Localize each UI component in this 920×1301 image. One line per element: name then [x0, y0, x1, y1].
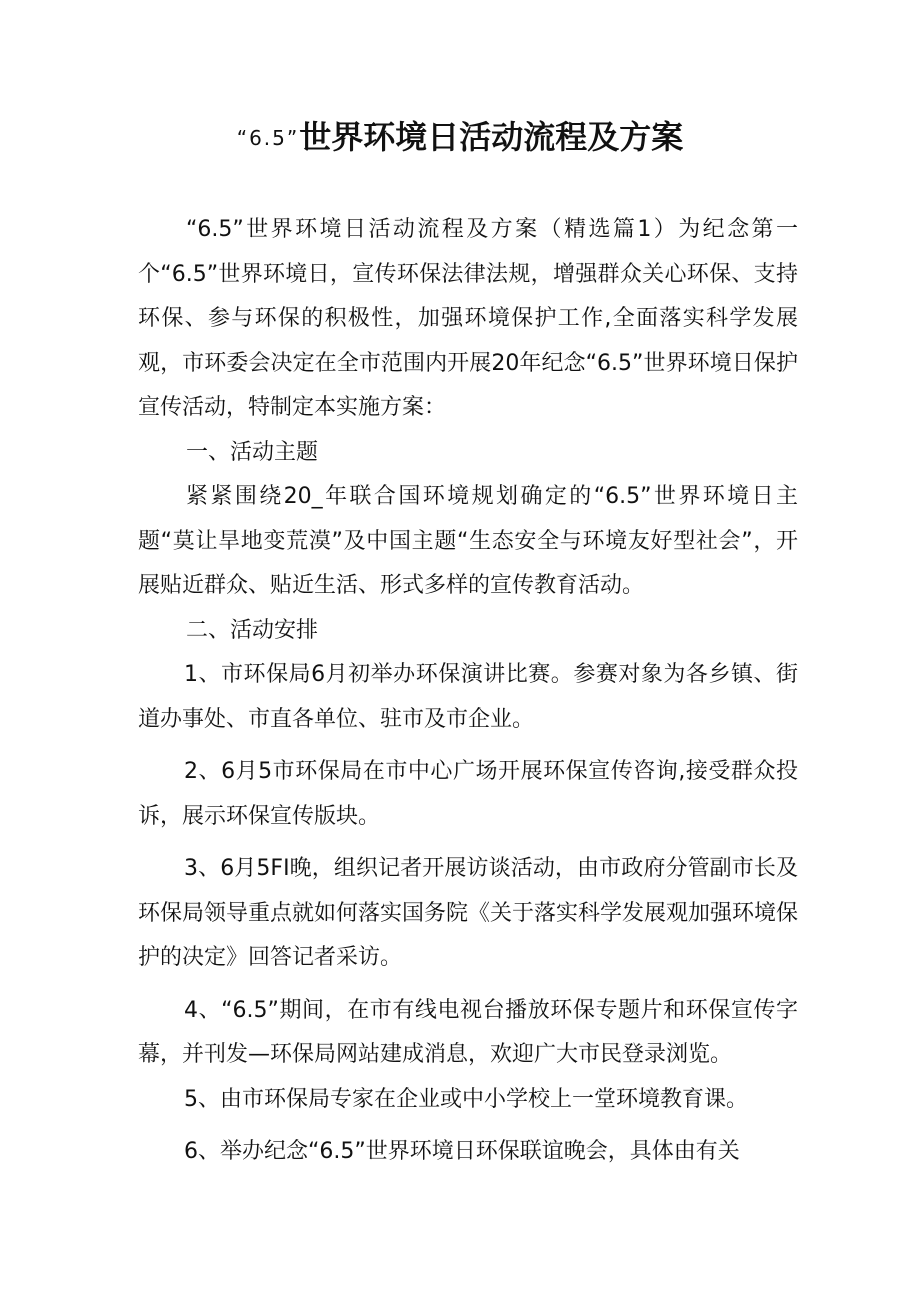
arrangement-item-6: 6、举办纪念“6.5”世界环境日环保联谊晚会，具体由有关	[184, 1139, 740, 1164]
intro-paragraph: “6.5”世界环境日活动流程及方案（精选篇1）为纪念第一个“6.5”世界环境日，宣传环保法律法规，增强群众关心环保、支持环保、参与环保的积极性，加强环境保护工作,全面落实科学发展观，市环委会决定在全市范围内开展20年纪念“6.5”世界环境日保护宣传活动，特制定本实施方案：	[138, 217, 798, 420]
arrangement-item-5: 5、由市环保局专家在企业或中小学校上一堂环境教育课。	[184, 1086, 748, 1112]
document-body	[138, 208, 798, 1175]
arrangement-item-2: 2、6月5市环保局在市中心广场开展环保宣传咨询,接受群众投诉，展示环保宣传版块。	[138, 759, 798, 829]
section-heading-theme: 一、活动主题	[186, 439, 319, 465]
section-heading-arrangement: 二、活动安排	[186, 617, 319, 643]
theme-paragraph: 紧紧围绕20_年联合国环境规划确定的“6.5”世界环境日主题“莫让旱地变荒漠”及中国主题“生态安全与环境友好型社会”，开展贴近群众、贴近生活、形式多样的宣传教育活动。	[138, 484, 798, 598]
arrangement-item-1: 1、市环保局6月初举办环保演讲比赛。参赛对象为各乡镇、街道办事处、市直各单位、驻市及市企业。	[138, 662, 798, 732]
title-quote: “6.5”	[236, 126, 300, 150]
document-title	[0, 115, 920, 160]
arrangement-item-3: 3、6月5FI晚，组织记者开展访谈活动，由市政府分管副市长及环保局领导重点就如何落实国务院《关于落实科学发展观加强环境保护的决定》回答记者采访。	[138, 856, 799, 970]
arrangement-item-4: 4、“6.5”期间，在市有线电视台播放环保专题片和环保宣传字幕，并刊发—环保局网站建成消息，欢迎广大市民登录浏览。	[138, 997, 798, 1067]
title-text: 世界环境日活动流程及方案	[299, 118, 684, 156]
